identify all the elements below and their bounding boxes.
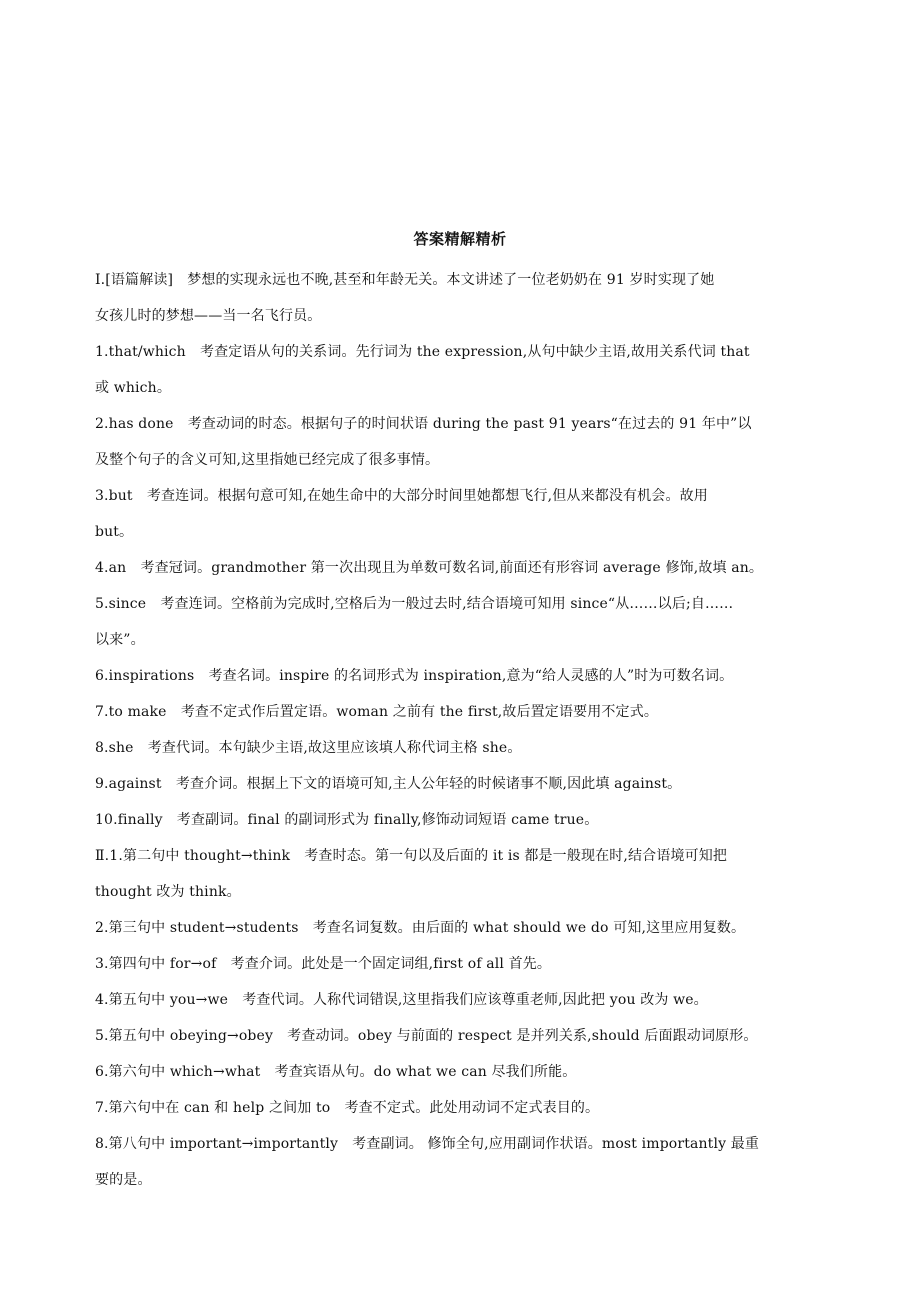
- text-line: 要的是。: [95, 1172, 152, 1188]
- text-line: 4.第五句中 you→we 考查代词。人称代词错误,这里指我们应该尊重老师,因此把 you 改为 we。: [95, 992, 708, 1008]
- text-line: 8.第八句中 important→importantly 考查副词。 修饰全句,应用副词作状语。most importantly 最重: [95, 1136, 760, 1152]
- text-line: 7.第六句中在 can 和 help 之间加 to 考查不定式。此处用动词不定式表目的。: [95, 1100, 600, 1116]
- text-line: 6.第六句中 which→what 考查宾语从句。do what we can 尽我们所能。: [95, 1064, 577, 1080]
- text-line: 及整个句子的含义可知,这里指她已经完成了很多事情。: [95, 452, 440, 468]
- text-line: but。: [95, 524, 134, 540]
- text-line: 女孩儿时的梦想——当一名飞行员。: [95, 308, 322, 324]
- text-line: 5.第五句中 obeying→obey 考查动词。obey 与前面的 respect 是并列关系,should 后面跟动词原形。: [95, 1028, 758, 1044]
- text-line: 6.inspirations 考查名词。inspire 的名词形式为 inspiration,意为“给人灵感的人”时为可数名词。: [95, 668, 734, 684]
- text-line: Ⅰ.[语篇解读] 梦想的实现永远也不晚,甚至和年龄无关。本文讲述了一位老奶奶在 91 岁时实现了她: [95, 272, 715, 288]
- text-line: 2.has done 考查动词的时态。根据句子的时间状语 during the past 91 years“在过去的 91 年中”以: [95, 416, 752, 432]
- answer-text-body: [95, 262, 835, 1198]
- text-line: Ⅱ.1.第二句中 thought→think 考查时态。第一句以及后面的 it is 都是一般现在时,结合语境可知把: [95, 848, 728, 864]
- page-title: 答案精解精析: [413, 230, 507, 248]
- text-line: 3.but 考查连词。根据句意可知,在她生命中的大部分时间里她都想飞行,但从来都没有机会。故用: [95, 488, 708, 504]
- text-line: 4.an 考查冠词。grandmother 第一次出现且为单数可数名词,前面还有形容词 average 修饰,故填 an。: [95, 560, 764, 576]
- text-line: 3.第四句中 for→of 考查介词。此处是一个固定词组,first of all 首先。: [95, 956, 552, 972]
- text-line: 7.to make 考查不定式作后置定语。woman 之前有 the first,故后置定语要用不定式。: [95, 704, 658, 720]
- text-line: 2.第三句中 student→students 考查名词复数。由后面的 what should we do 可知,这里应用复数。: [95, 920, 746, 936]
- text-line: 9.against 考查介词。根据上下文的语境可知,主人公年轻的时候诸事不顺,因此填 against。: [95, 776, 682, 792]
- text-line: 1.that/which 考查定语从句的关系词。先行词为 the expression,从句中缺少主语,故用关系代词 that: [95, 344, 750, 360]
- text-line: 以来”。: [95, 632, 145, 648]
- text-line: 5.since 考查连词。空格前为完成时,空格后为一般过去时,结合语境可知用 since“从……以后;自……: [95, 596, 734, 612]
- text-line: 10.finally 考查副词。final 的副词形式为 finally,修饰动词短语 came true。: [95, 812, 599, 828]
- text-line: thought 改为 think。: [95, 884, 241, 900]
- text-line: 8.she 考查代词。本句缺少主语,故这里应该填人称代词主格 she。: [95, 740, 522, 756]
- text-line: 或 which。: [95, 380, 171, 396]
